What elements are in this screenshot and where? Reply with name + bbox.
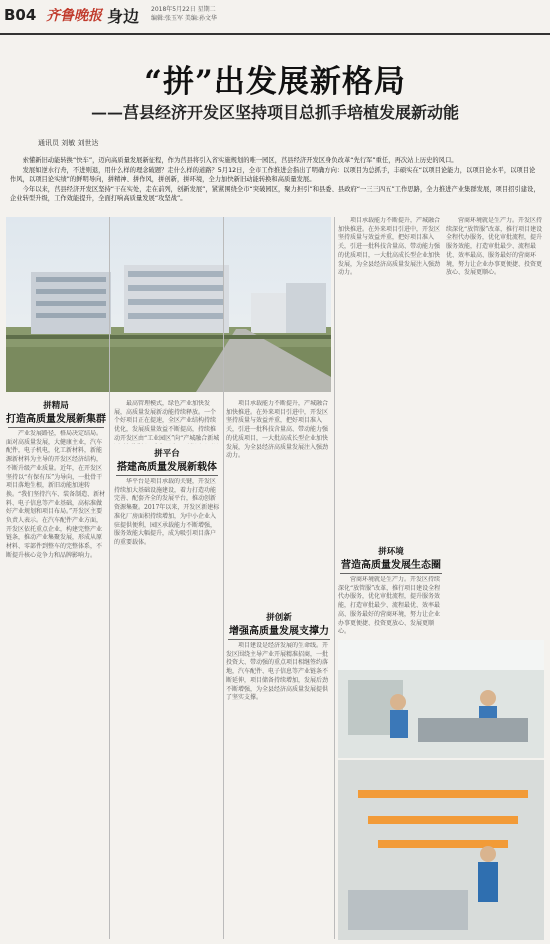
header-meta [151, 5, 217, 23]
section-heading [114, 448, 220, 476]
article-column [114, 400, 220, 444]
column-text: 营商环境就是生产力。开发区持续深化“放管服”改革，推行项目建设全程代办服务，优化审批流程，提升服务效能，打造审批最少、流程最优、效率最高、服务最好的营商环境，努力让企业办事更便捷、投资更放心、发展更顺心。 [338, 576, 441, 636]
article-column [446, 217, 544, 635]
column-rule [109, 217, 110, 939]
column-text: 营商环境就是生产力。开发区持续深化“放管服”改革，推行项目建设全程代办服务，优化审批流程，提升服务效能，打造审批最少、流程最优、效率最高、服务最好的营商环境，努力让企业办事更便捷、投资更放心、发展更顺心。 [446, 217, 543, 277]
column-text: 项目承载能力不断提升，产城融合加快推进。在外来项目引进中，开发区坚持质量与效益并重，把好项目准入关，引进一批科技含量高、带动能力强的优质项目，一大批高成长型企业加快发展，为全县经济高质量发展注入强劲动力。 [226, 400, 329, 460]
column-text: 项目承载能力不断提升，产城融合加快推进。在外来项目引进中，开发区坚持质量与效益并重，把好项目准入关，引进一批科技含量高、带动能力强的优质项目，一大批高成长型企业加快发展，为全县经济高质量发展注入强劲动力。 [338, 217, 441, 277]
editor-line: 编辑:张玉军 美编:孙文华 [151, 15, 217, 22]
date-line: 2018年5月22日 星期二 [151, 6, 216, 13]
section-heading [338, 546, 444, 574]
article-column [338, 217, 442, 542]
section-title: 营造高质量发展生态圈 [341, 560, 441, 571]
section-heading [226, 612, 332, 640]
page-header [0, 0, 550, 34]
column-text: 项目建设是经济发展的生命线。开发区围绕主导产业开展精准招商，一批投资大、带动强的重点项目相继签约落地，汽车配件、电子信息等产业链条不断延伸，项目储备持续增加，发展后劲不断增强，为全县经济高质量发展提供了坚实支撑。 [226, 642, 329, 702]
lead-text [10, 156, 540, 204]
section-kicker: 拼创新 [266, 613, 292, 623]
column-text: 最高管理模式，绿色产业加快发展，高质量发展新动能持续释放。一个个好项目正在提速，全区产业结构持续优化，发展质量效益不断提高，持续推动开发区由“工业园区”向“产城融合新城 [114, 400, 220, 442]
section-heading [6, 400, 106, 428]
lead-paragraph: 发展如逆水行舟，不进则退，用什么样的理念破题？走什么样的道路？5月12日，全市工作推进会指出了明确方向：以项目为总抓手，丰硕实在“以项目论能力，以项目论水平，以项目论作风，以项目论实绩”的鲜明导向，拼精神、拼作风，拼创新，拼环境，全力加快新旧动能转换和高质量发展。 [10, 166, 536, 184]
article-column [226, 400, 332, 608]
section-title: 打造高质量发展新集群 [6, 414, 106, 425]
industrial-park-photo [6, 217, 331, 392]
article-column [338, 576, 442, 636]
factory-workshop-photo [338, 640, 544, 940]
section-rule [340, 573, 442, 574]
header-rule [0, 33, 550, 35]
section-title: 搭建高质量发展新载体 [117, 462, 217, 473]
section-rule [228, 639, 330, 640]
column-rule [334, 217, 335, 939]
headline-title: “拼”出发展新格局 [144, 64, 406, 100]
section-kicker: 拼平台 [154, 449, 180, 459]
lead-paragraph: 今年以来，莒县经济开发区坚持“干在实处，走在前列，创新发展”，紧紧围绕全市“突破园区，聚力担引”和县委、县政府“一三三四五”工作思路，全力推进产业集群发展，项目招引建设，企业转型升级，工作效能提升，全面打响高质量发展“攻坚战”。 [10, 185, 540, 203]
lead-paragraph: 索懂新旧动能转换“快车”，迈向高质量发展新征程，作为莒县将引入省实施规划的唯一园区，莒县经济开发区身负改革“先行军”重任，再次站上历史的风口。 [22, 157, 458, 164]
section-rule [8, 427, 104, 428]
section-title: 身边 [107, 7, 140, 26]
headline-subtitle: ——莒县经济开发区坚持项目总抓手培植发展新动能 [90, 103, 459, 122]
article-column [6, 430, 106, 938]
section-kicker: 拼精局 [43, 401, 69, 411]
section-rule [116, 475, 218, 476]
column-rule [223, 217, 224, 939]
article-column [114, 478, 220, 938]
section-kicker: 拼环境 [378, 547, 404, 557]
byline: 通讯员 刘敏 刘世达 [38, 139, 99, 147]
article-column [226, 642, 332, 938]
column-text: 产业发展路径，格局决定结局。面对高质量发展，大健康主业，汽车配件，电子机电，化工新材料，新能源新材料为主导的开发区经济结构，不断升级产业质量。近年，在开发区坚持以“有保有压”为导向，一批骨干项目落地生根，新旧动能加速转换。“我们坚持汽车、装备制造、新材料、电子信息等产业基础，高标准做好产业规划和项目布局。”开发区主要负责人表示。在汽车配件产业方面，开发区依托重点企业，构建完整产业链条，推动产业集聚发展，形成从原材料、零部件到整车的完整体系，不断提升核心竞争力和品牌影响力。 [6, 430, 106, 559]
column-text: 华平台是项目承载的关键，开发区持续加大基础设施建设，着力打造功能完善、配套齐全的发展平台，推动创新资源集聚。2017年以来，开发区新建标准化厂房面积持续增加，为中小企业入驻提供便利，园区承载能力不断增强，服务效能大幅提升，成为吸引项目落户的重要载体。 [114, 478, 220, 546]
newspaper-logo: 齐鲁晚报 [46, 8, 102, 24]
page-number: B04 [4, 6, 37, 24]
section-title: 增强高质量发展支撑力 [229, 626, 329, 637]
